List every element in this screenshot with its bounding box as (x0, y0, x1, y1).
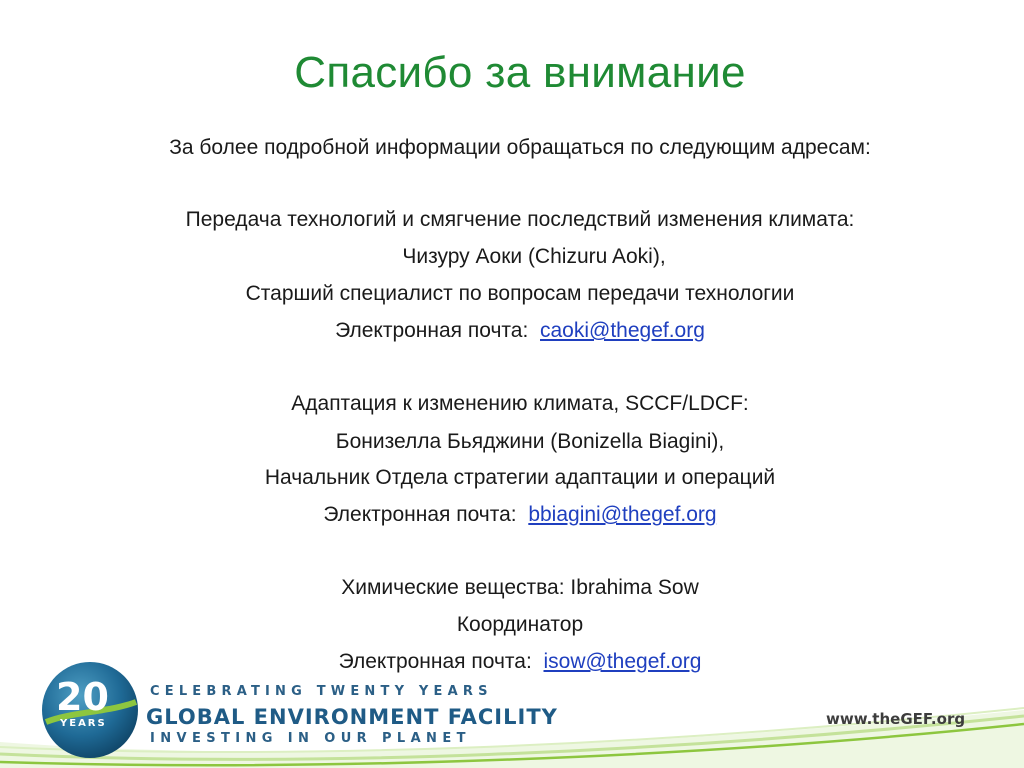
slide-title: Спасибо за внимание (294, 48, 746, 97)
organization-name: GLOBAL ENVIRONMENT FACILITY (146, 705, 558, 729)
contact-2-email-label: Электронная почта: (323, 503, 517, 526)
contact-2-name: Бонизелла Бьяджини (Bonizella Biagini), (335, 430, 725, 453)
website-text: www.theGEF.org (826, 710, 966, 728)
contact-3-email-label: Электронная почта: (338, 650, 532, 673)
intro-text: За более подробной информации обращаться по следующим адресам: (169, 136, 871, 159)
contact-3-email-link[interactable]: isow@thegef.org (543, 650, 702, 673)
contact-2-topic: Адаптация к изменению климата, SCCF/LDCF: (291, 392, 749, 415)
contact-3-position: Координатор (456, 613, 584, 636)
logo-years: YEARS (60, 718, 107, 729)
contact-1-name: Чизуру Аоки (Chizuru Aoki), (402, 245, 666, 268)
contact-1-topic: Передача технологий и смягчение последствий изменения климата: (185, 208, 855, 231)
contact-1-email-link[interactable]: caoki@thegef.org (540, 319, 705, 342)
contact-1-email-label: Электронная почта: (335, 319, 529, 342)
contact-2-position: Начальник Отдела стратегии адаптации и операций (264, 466, 776, 489)
tagline-text: INVESTING IN OUR PLANET (150, 731, 471, 746)
contact-3-topic: Химические вещества: Ibrahima Sow (341, 576, 699, 599)
contact-2-email-line (0, 501, 1024, 529)
celebrating-text: CELEBRATING TWENTY YEARS (150, 684, 493, 699)
gef-20-years-logo-icon (40, 660, 140, 760)
contact-1-email-line (0, 317, 1024, 345)
contact-1-position: Старший специалист по вопросам передачи технологии (245, 282, 795, 305)
contact-2-email-link[interactable]: bbiagini@thegef.org (528, 503, 717, 526)
logo-number: 20 (56, 675, 109, 719)
